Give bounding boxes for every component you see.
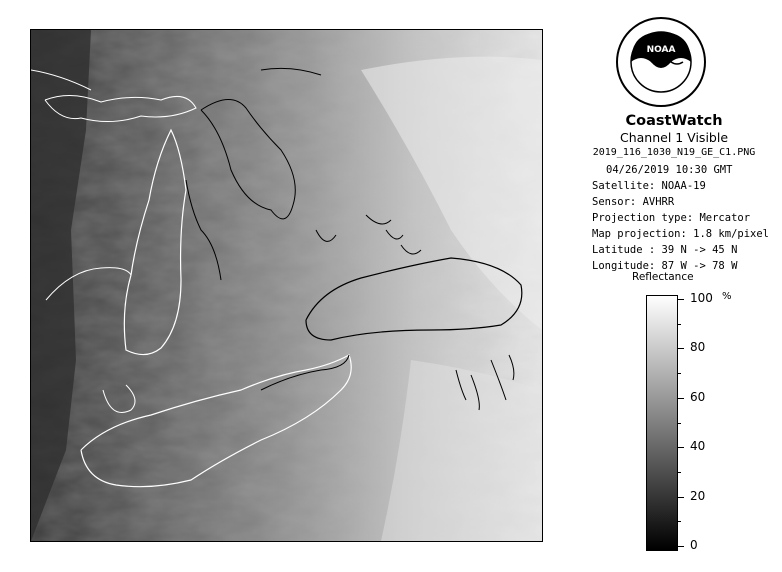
logo-text: NOAA [646,45,676,55]
file-name: 2019_116_1030_N19_GE_C1.PNG [592,147,756,158]
colorbar-tick [678,398,684,399]
satellite-image [31,30,542,541]
colorbar-minor-tick [678,423,681,424]
projection-type: Projection type: Mercator [592,212,751,224]
app-title: CoastWatch [625,113,723,129]
colorbar-tick [678,546,684,547]
colorbar-tick-label: 100 [690,291,713,305]
colorbar-tick-label: 0 [690,538,698,552]
colorbar-tick [678,348,684,349]
satellite-info: Satellite: NOAA-19 [592,180,706,192]
reflectance-colorbar [646,295,678,551]
colorbar-tick [678,299,684,300]
map-projection: Map projection: 1.8 km/pixel [592,228,770,240]
sensor-info: Sensor: AVHRR [592,196,675,208]
colorbar-minor-tick [678,324,681,325]
colorbar-tick-label: 60 [690,389,706,404]
colorbar-tick-label: 40 [690,439,706,454]
latitude-range: Latitude : 39 N -> 45 N [592,244,738,256]
colorbar-minor-tick [678,472,681,473]
date-time: 04/26/2019 10:30 GMT [606,164,733,176]
satellite-map[interactable] [30,29,543,542]
colorbar-minor-tick [678,373,681,374]
colorbar-tick-label: 80 [690,340,706,355]
colorbar-tick [678,497,684,498]
colorbar-tick-label: 20 [690,488,706,503]
legend-title: Reflectance [632,271,694,283]
channel-title: Channel 1 Visible [619,130,729,145]
colorbar-minor-tick [678,521,681,522]
colorbar-tick [678,447,684,448]
legend-unit: % [722,291,732,302]
noaa-logo-icon [615,16,707,108]
longitude-range: Longitude: 87 W -> 78 W [592,260,738,272]
